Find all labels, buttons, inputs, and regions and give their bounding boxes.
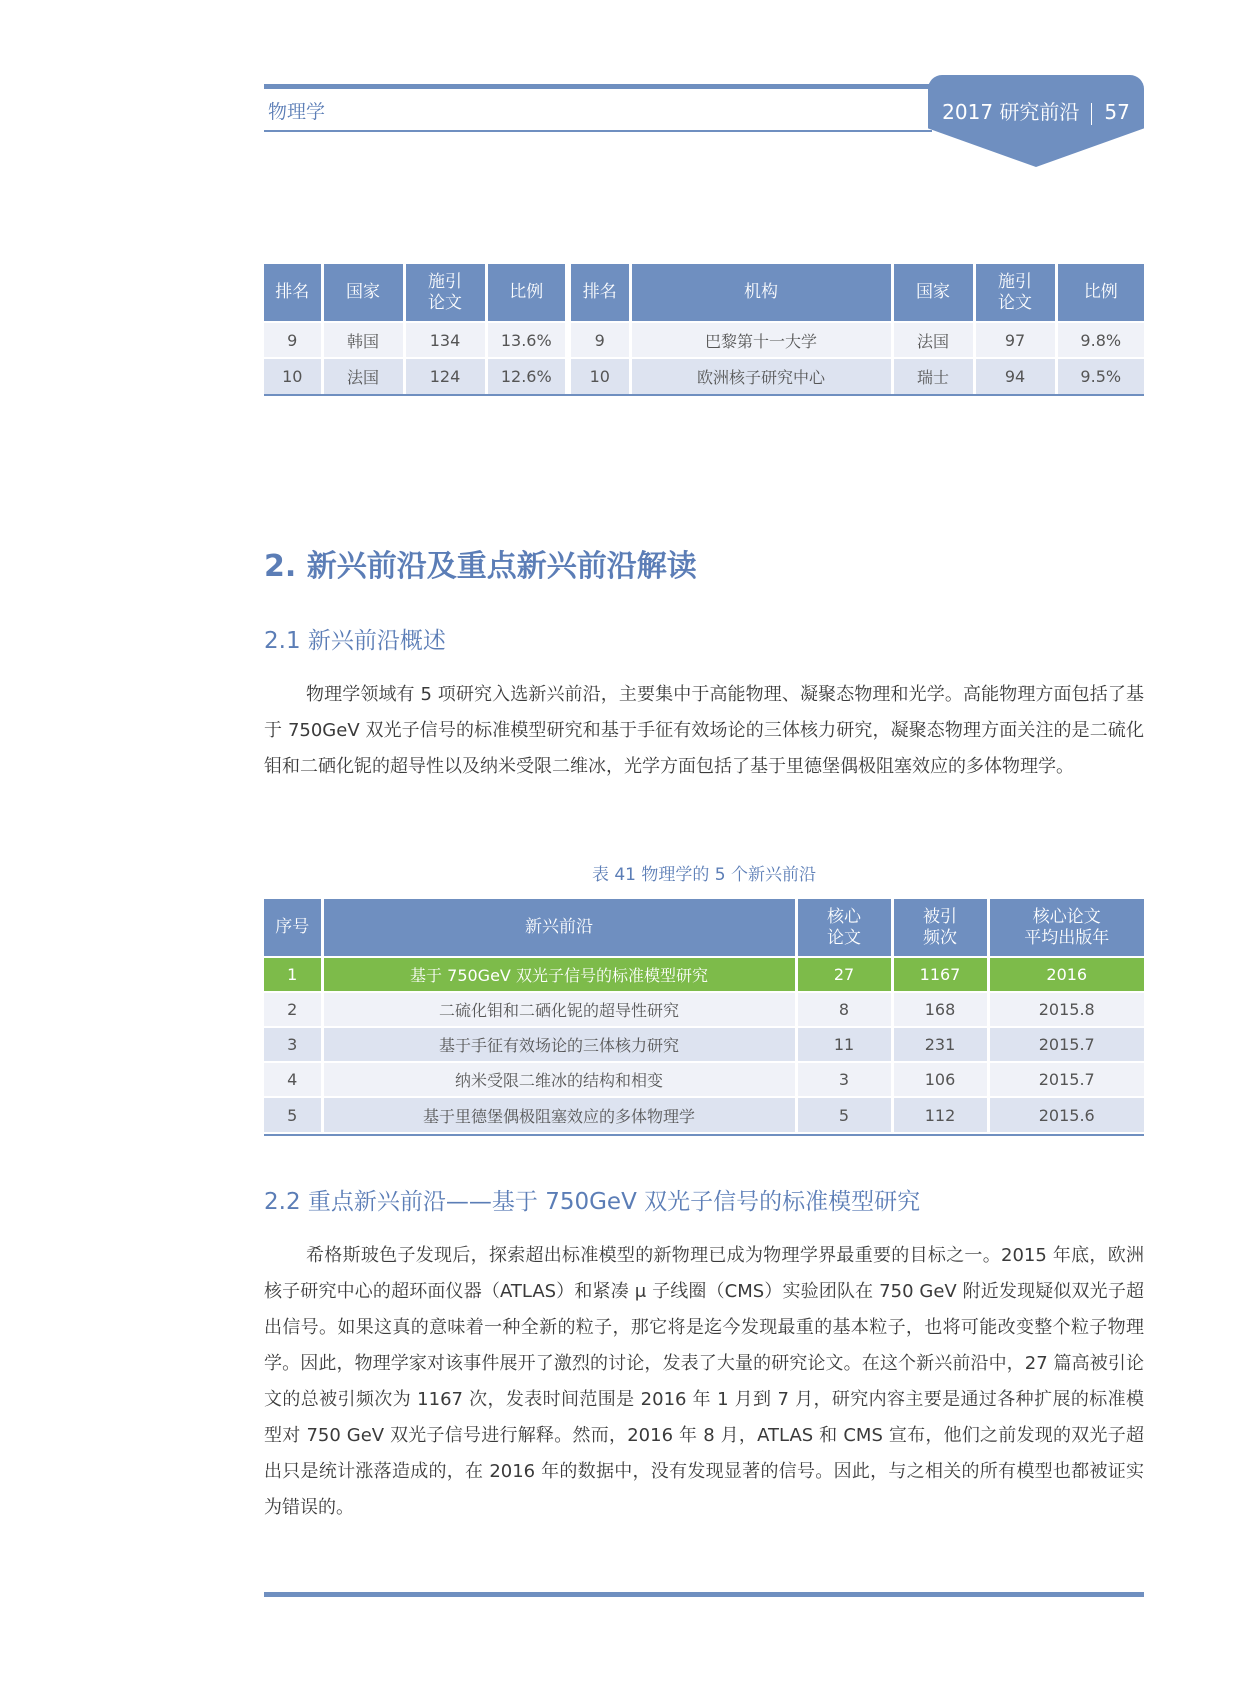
key-front-paragraph: 希格斯玻色子发现后，探索超出标准模型的新物理已成为物理学界最重要的目标之一。2015 年底，欧洲核子研究中心的超环面仪器（ATLAS）和紧凑 μ 子线圈（CMS）实验团队在 750 GeV 附近发现疑似双光子超出信号。如果这真的意味着一种全新的粒子，那它将是迄今发现最重的基本粒子，也将可能改变整个粒子物理学。因此，物理学家对该事件展开了激烈的讨论，发表了大量的研究论文。在这个新兴前沿中，27 篇高被引论文的总被引频次为 1167 次，发表时间范围是 2016 年 1 月到 7 月，研究内容主要是通过各种扩展的标准模型对 750 GeV 双光子信号进行解释。然而，2016 年 8 月，ATLAS 和 CMS 宣布，他们之前发现的双光子超出只是统计涨落造成的，在 2016 年的数据中，没有发现显著的信号。因此，与之相关的所有模型也都被证实为错误的。 [264,1245,1144,1518]
header-tab-label [928,96,1144,125]
table-cell: 10 [568,358,630,394]
ranking-table-bottom-rule [264,394,1144,396]
table-cell: 2 [264,992,322,1027]
table-cell: 2015.7 [988,1027,1144,1062]
table-cell: 巴黎第十一大学 [630,322,892,358]
table-cell: 2015.6 [988,1097,1144,1132]
table-cell: 瑞士 [892,358,974,394]
table-row-highlighted [264,957,1144,992]
table-cell: 10 [264,358,322,394]
table-cell: 法国 [322,358,404,394]
header-cell: 被引 频次 [892,899,988,957]
header-cell: 核心 论文 [796,899,892,957]
footer-rule [264,1592,1144,1597]
table-cell: 11 [796,1027,892,1062]
subsection-title-overview: 2.1 新兴前沿概述 [264,628,446,654]
table-row [264,992,1144,1027]
header-cell: 排名 [568,264,630,322]
header-cell: 国家 [892,264,974,322]
table-cell: 12.6% [486,358,568,394]
header-rule-top [264,84,932,89]
ranking-table [264,264,1144,394]
table-cell: 106 [892,1062,988,1097]
table-row [264,1027,1144,1062]
header-cell: 机构 [630,264,892,322]
table-cell: 27 [796,957,892,992]
table-cell: 2016 [988,957,1144,992]
table-cell: 基于里德堡偶极阻塞效应的多体物理学 [322,1097,796,1132]
table-cell: 97 [974,322,1056,358]
table-cell: 欧洲核子研究中心 [630,358,892,394]
table-caption: 表 41 物理学的 5 个新兴前沿 [591,865,817,885]
table-cell: 3 [796,1062,892,1097]
header-tab-divider [1091,103,1092,125]
table-cell: 基于手征有效场论的三体核力研究 [322,1027,796,1062]
table-cell: 法国 [892,322,974,358]
header-cell: 施引 论文 [974,264,1056,322]
table-cell: 纳米受限二维冰的结构和相变 [322,1062,796,1097]
overview-paragraph: 物理学领域有 5 项研究入选新兴前沿，主要集中于高能物理、凝聚态物理和光学。高能物理方面包括了基于 750GeV 双光子信号的标准模型研究和基于手征有效场论的三体核力研究，凝聚态物理方面关注的是二硫化钼和二硒化铌的超导性以及纳米受限二维冰，光学方面包括了基于里德堡偶极阻塞效应的多体物理学。 [264,684,1144,777]
table-cell: 124 [404,358,486,394]
table-cell: 9 [264,322,322,358]
table-cell: 231 [892,1027,988,1062]
header-cell: 新兴前沿 [322,899,796,957]
header-cell: 比例 [486,264,568,322]
table-cell: 5 [796,1097,892,1132]
header-section-title: 物理学 [268,101,326,123]
header-cell: 比例 [1056,264,1144,322]
emerging-fronts-table [264,899,1144,1132]
header-tab-title: 2017 研究前沿 [942,100,1080,124]
table-cell: 8 [796,992,892,1027]
subsection-title-key-front: 2.2 重点新兴前沿——基于 750GeV 双光子信号的标准模型研究 [264,1189,921,1215]
table-cell: 2015.8 [988,992,1144,1027]
table-cell: 94 [974,358,1056,394]
table-cell: 基于 750GeV 双光子信号的标准模型研究 [322,957,796,992]
table-cell: 5 [264,1097,322,1132]
table-cell: 1167 [892,957,988,992]
fronts-table-bottom-rule [264,1134,1144,1136]
header-cell: 核心论文 平均出版年 [988,899,1144,957]
table-cell: 1 [264,957,322,992]
table-cell: 9.5% [1056,358,1144,394]
header-cell: 序号 [264,899,322,957]
section-title: 2. 新兴前沿及重点新兴前沿解读 [264,549,697,584]
table-row [264,322,1144,358]
header-cell: 施引 论文 [404,264,486,322]
table-cell: 9.8% [1056,322,1144,358]
table-cell: 3 [264,1027,322,1062]
header-cell: 国家 [322,264,404,322]
fronts-table-header [264,899,1144,957]
table-cell: 168 [892,992,988,1027]
table-row [264,1062,1144,1097]
table-cell: 112 [892,1097,988,1132]
table-row [264,358,1144,394]
table-cell: 13.6% [486,322,568,358]
table-cell: 韩国 [322,322,404,358]
table-cell: 2015.7 [988,1062,1144,1097]
table-row [264,1097,1144,1132]
table-cell: 4 [264,1062,322,1097]
header-rule-bottom [264,130,932,132]
table-cell: 9 [568,322,630,358]
page-number: 57 [1104,100,1130,124]
table-cell: 二硫化钼和二硒化铌的超导性研究 [322,992,796,1027]
header-cell: 排名 [264,264,322,322]
ranking-table-header [264,264,1144,322]
table-cell: 134 [404,322,486,358]
